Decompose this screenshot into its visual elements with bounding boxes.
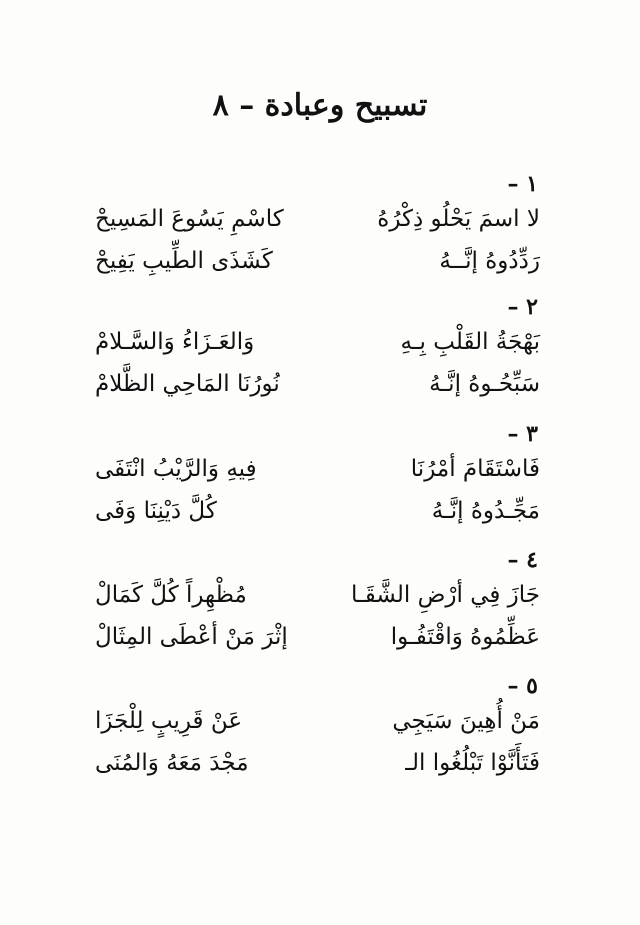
verse-line	[95, 742, 540, 784]
stanza-number: ٤ –	[507, 547, 538, 573]
stanza-4	[95, 546, 540, 658]
verse-second-half: وَالعَـزَاءُ وَالسَّـلامْ	[95, 329, 255, 355]
verse-second-half: عَنْ قَرِيبٍ لِلْجَزَا	[95, 708, 243, 734]
stanza-number: ٥ –	[507, 673, 538, 699]
verse-first-half: مَجِّـدُوهُ إنَّـهُ	[431, 498, 540, 524]
verse-second-half: كَشَذَى الطِّيبِ يَفِيحْ	[95, 248, 273, 274]
stanza-number: ١ –	[507, 171, 538, 197]
verse-line	[95, 321, 540, 363]
page-title: تسبيح وعبادة – ٨	[212, 88, 428, 123]
stanza-1	[95, 170, 540, 282]
verse-line	[95, 448, 540, 490]
stanza-5	[95, 672, 540, 784]
verse-first-half: لا اسمَ يَحْلُو ذِكْرُهُ	[377, 206, 540, 232]
verse-line	[95, 363, 540, 405]
verse-second-half: كُلَّ دَيْنِنَا وَفَى	[95, 498, 217, 524]
verse-second-half: مَجْدَ مَعَهُ وَالمُنَى	[95, 750, 249, 776]
verse-line	[95, 490, 540, 532]
verse-line	[95, 616, 540, 658]
verse-first-half: رَدِّدُوهُ إنَّــهُ	[439, 248, 540, 274]
verse-first-half: سَبِّحُـوهُ إنَّـهُ	[429, 371, 540, 397]
verse-first-half: فَتَأَنَّوْا تَبْلُغُوا الـ	[405, 750, 540, 776]
verse-line	[95, 240, 540, 282]
stanza-2	[95, 293, 540, 405]
stanza-number: ٢ –	[507, 294, 538, 320]
verse-second-half: كاسْمِ يَسُوعَ المَسِيحْ	[95, 206, 284, 232]
verse-line	[95, 198, 540, 240]
verse-first-half: فَاسْتَقَامَ أمْرُنَا	[410, 456, 540, 482]
verse-first-half: جَازَ فِي أرْضِ الشَّقَـا	[350, 582, 540, 608]
verse-first-half: بَهْجَةُ القَلْبِ بِـهِ	[400, 329, 540, 355]
verse-line	[95, 574, 540, 616]
stanza-3	[95, 420, 540, 532]
verse-first-half: عَظِّمُوهُ وَاقْتَفُـوا	[390, 624, 540, 650]
verse-second-half: فِيهِ وَالرَّيْبُ انْتَفَى	[95, 456, 257, 482]
verse-line	[95, 700, 540, 742]
verse-first-half: مَنْ أُهِينَ سَيَجِي	[392, 708, 540, 734]
verse-second-half: نُورُنَا المَاحِي الظَّلامْ	[95, 371, 280, 397]
verse-second-half: مُظْهِراً كُلَّ كَمَالْ	[95, 582, 247, 608]
stanza-number: ٣ –	[507, 421, 538, 447]
verse-second-half: إثْرَ مَنْ أعْطَى المِثَالْ	[95, 624, 288, 650]
